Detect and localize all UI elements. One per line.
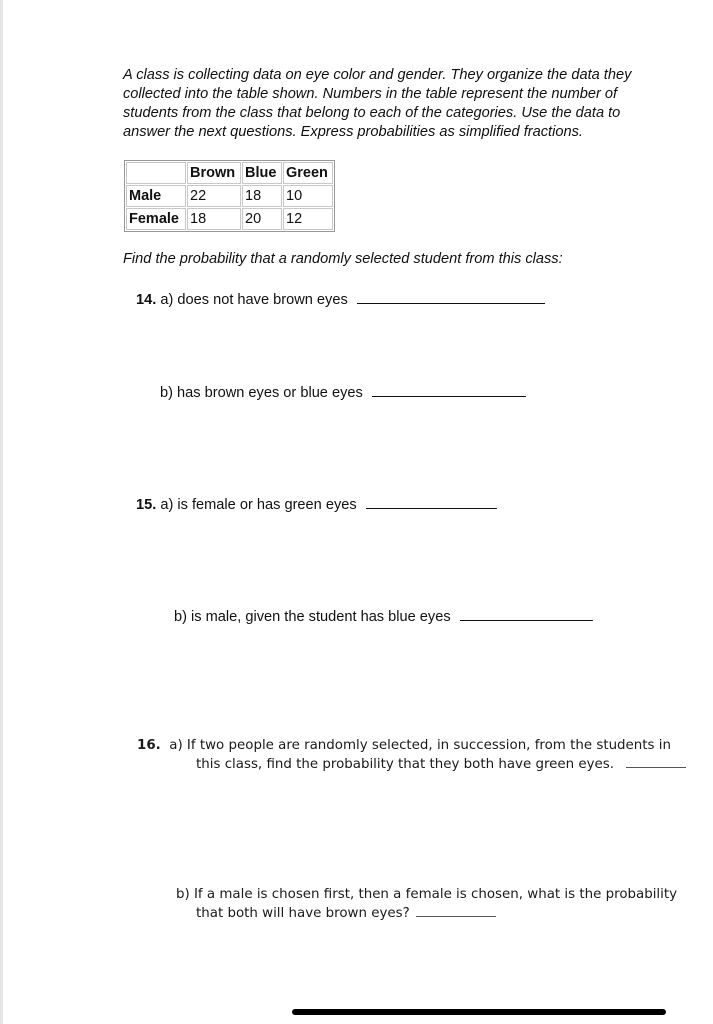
question-text: a) If two people are randomly selected, in succession, from the students in (169, 738, 671, 753)
table-header-cell: Blue (242, 162, 282, 184)
answer-blank[interactable] (372, 382, 526, 397)
answer-blank[interactable] (416, 904, 496, 917)
question-number: 14. (136, 292, 157, 308)
eye-color-gender-table (124, 160, 335, 232)
question-number: 15. (136, 497, 157, 513)
question-14b (160, 382, 526, 401)
intro-paragraph (123, 66, 703, 142)
table-row (126, 185, 333, 207)
instruction-prompt: Find the probability that a randomly selected student from this class: (123, 251, 563, 267)
table-header-row (126, 162, 333, 184)
answer-blank[interactable] (366, 494, 497, 509)
table-header-cell: Brown (187, 162, 241, 184)
intro-line: students from the class that belong to each of the categories. Use the data to (123, 105, 621, 121)
table-corner-cell (126, 162, 186, 184)
question-text: a) does not have brown eyes (160, 292, 348, 308)
question-16b (176, 885, 677, 923)
intro-line: answer the next questions. Express probabilities as simplified fractions. (123, 124, 583, 140)
table-cell: 10 (283, 185, 333, 207)
table-cell: 18 (187, 208, 241, 230)
intro-line: collected into the table shown. Numbers in the table represent the number of (123, 86, 618, 102)
question-text: b) is male, given the student has blue eyes (174, 609, 451, 625)
question-15a (136, 494, 497, 513)
page-left-edge (0, 0, 3, 1024)
table-header-cell: Green (283, 162, 333, 184)
intro-line: A class is collecting data on eye color and gender. They organize the data they (123, 67, 632, 83)
question-14a (136, 289, 545, 308)
table-cell: 12 (283, 208, 333, 230)
question-16a (137, 736, 686, 774)
question-text: b) If a male is chosen first, then a female is chosen, what is the probability (176, 887, 678, 902)
question-number: 16. (137, 738, 161, 753)
question-text: b) has brown eyes or blue eyes (160, 385, 363, 401)
table-row-label: Male (126, 185, 186, 207)
question-15b (174, 606, 593, 625)
answer-blank[interactable] (460, 606, 593, 621)
question-text: this class, find the probability that they both have green eyes. (196, 757, 615, 772)
table-cell: 18 (242, 185, 282, 207)
question-text: a) is female or has green eyes (160, 497, 357, 513)
table-cell: 20 (242, 208, 282, 230)
table-row (126, 208, 333, 230)
table-row-label: Female (126, 208, 186, 230)
home-indicator-bar[interactable] (292, 1009, 666, 1015)
table-cell: 22 (187, 185, 241, 207)
answer-blank[interactable] (357, 289, 545, 304)
answer-blank[interactable] (626, 755, 686, 768)
question-text: that both will have brown eyes? (196, 906, 410, 921)
